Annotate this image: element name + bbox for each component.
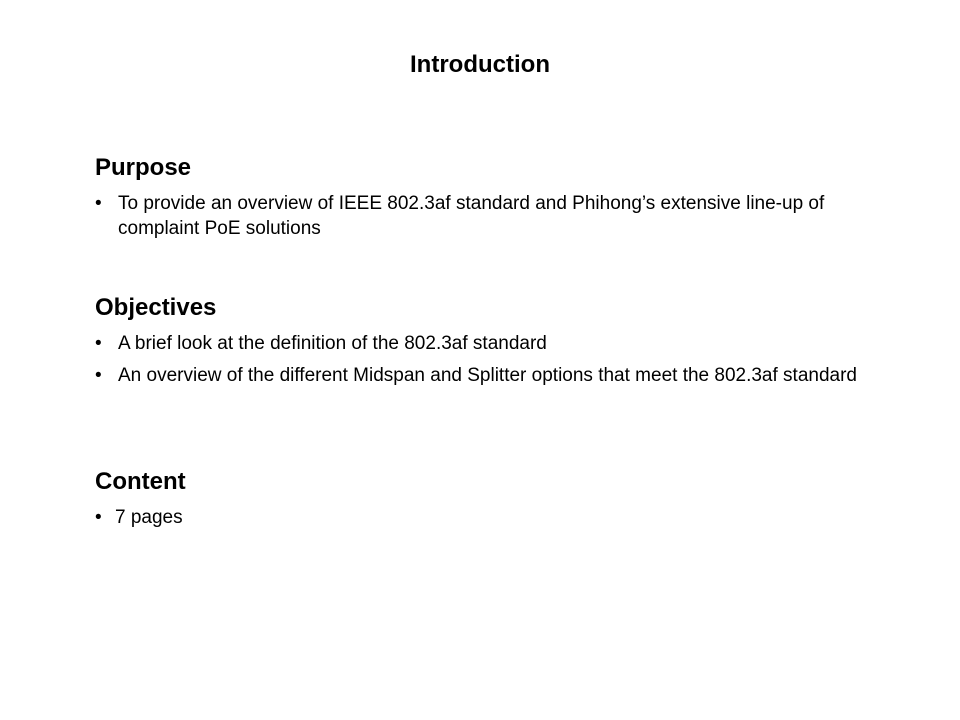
list-item <box>95 505 895 530</box>
section-purpose <box>95 153 895 248</box>
section-content <box>95 467 895 537</box>
bullet-text: To provide an overview of IEEE 802.3af standard and Phihong’s extensive line-up of complaint PoE solutions <box>118 193 825 239</box>
bullet-text: 7 pages <box>115 507 183 528</box>
bullet-list-purpose <box>95 191 895 241</box>
section-objectives <box>95 293 895 395</box>
bullet-icon: • <box>95 507 102 528</box>
bullet-icon: • <box>95 333 102 354</box>
bullet-text: A brief look at the definition of the 802.3af standard <box>118 333 547 354</box>
section-heading-purpose: Purpose <box>95 154 192 181</box>
section-heading-content: Content <box>95 468 186 495</box>
slide-title: Introduction <box>410 51 550 78</box>
bullet-icon: • <box>95 365 102 386</box>
bullet-text: An overview of the different Midspan and Splitter options that meet the 802.3af standard <box>118 365 857 386</box>
section-heading-objectives: Objectives <box>95 294 217 321</box>
list-item <box>95 363 895 388</box>
list-item <box>95 331 895 356</box>
bullet-list-content <box>95 505 895 530</box>
list-item <box>95 191 895 241</box>
bullet-icon: • <box>95 193 102 214</box>
bullet-list-objectives <box>95 331 895 388</box>
